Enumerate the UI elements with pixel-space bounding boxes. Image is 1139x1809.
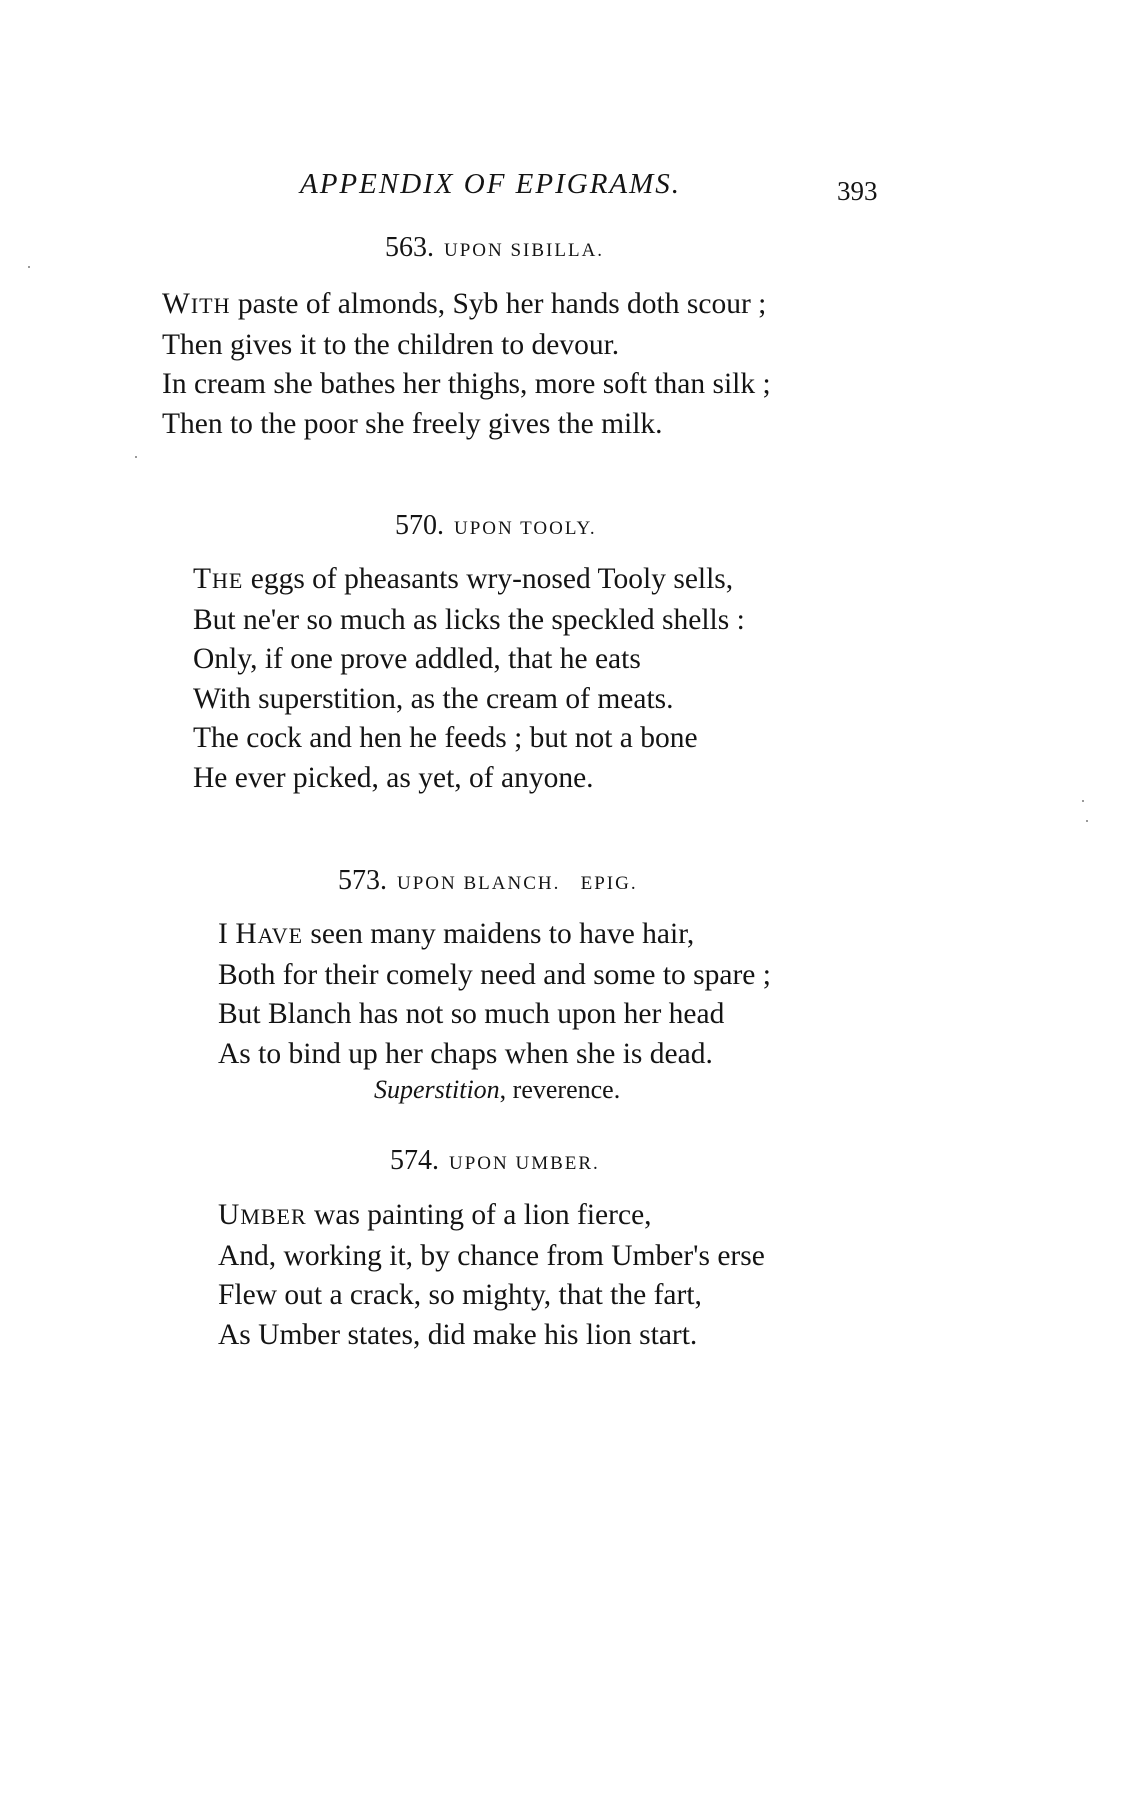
line-text: eggs of pheasants wry-nosed Tooly sells, <box>243 563 734 595</box>
poem-line <box>193 640 745 680</box>
poem-title: UPON SIBILLA. <box>444 240 605 261</box>
footnote-definition: , reverence. <box>499 1075 621 1104</box>
line-text: But ne'er so much as licks the speckled shells : <box>193 603 745 636</box>
small-caps-lead: THE <box>193 563 244 595</box>
poem-line <box>218 915 771 956</box>
poem-line <box>193 560 745 601</box>
poem-body-574 <box>218 1196 765 1355</box>
poem-line <box>162 285 771 326</box>
poem-line <box>193 719 745 759</box>
poem-title: UPON TOOLY. <box>454 518 597 539</box>
running-title: APPENDIX OF EPIGRAMS. <box>300 168 682 200</box>
poem-line <box>193 759 745 799</box>
line-text: As to bind up her chaps when she is dead. <box>218 1037 713 1070</box>
page-number: 393 <box>837 176 878 206</box>
scan-speck <box>135 456 137 458</box>
poem-line <box>218 1035 771 1075</box>
poem-line <box>162 326 771 366</box>
poem-line <box>218 956 771 996</box>
footnote-term: Superstition <box>374 1075 500 1104</box>
scan-speck <box>28 266 30 268</box>
scan-speck <box>1086 820 1088 822</box>
line-text: He ever picked, as yet, of anyone. <box>193 761 594 794</box>
poem-title: UPON BLANCH. EPIG. <box>397 873 638 894</box>
poem-body-570 <box>193 560 745 798</box>
poem-line <box>218 1276 765 1316</box>
poem-line <box>162 405 771 445</box>
small-caps-lead: UMBER <box>218 1199 307 1231</box>
small-caps-lead: I HAVE <box>218 918 304 950</box>
poem-line <box>193 680 745 720</box>
line-text: As Umber states, did make his lion start. <box>218 1318 698 1351</box>
poem-number: 570. <box>395 510 444 541</box>
poem-heading-574 <box>390 1145 600 1177</box>
line-text: seen many maidens to have hair, <box>303 918 695 950</box>
poem-line <box>218 995 771 1035</box>
line-text: Then gives it to the children to devour. <box>162 328 620 361</box>
poem-line <box>193 601 745 641</box>
poem-title: UPON UMBER. <box>449 1153 600 1174</box>
poem-number: 573. <box>338 865 387 896</box>
small-caps-lead: WITH <box>162 288 231 320</box>
poem-heading-563 <box>385 232 604 264</box>
line-text: was painting of a lion fierce, <box>306 1199 652 1231</box>
line-text: Flew out a crack, so mighty, that the fart, <box>218 1279 702 1311</box>
poem-line <box>162 365 771 405</box>
poem-line <box>218 1316 765 1356</box>
poem-line <box>218 1196 765 1237</box>
poem-heading-573 <box>338 865 638 897</box>
poem-body-573 <box>218 915 771 1074</box>
poem-heading-570 <box>395 510 597 542</box>
line-text: With superstition, as the cream of meats. <box>193 682 674 715</box>
line-text: Only, if one prove addled, that he eats <box>193 643 641 675</box>
poem-line <box>218 1237 765 1277</box>
line-text: Both for their comely need and some to spare ; <box>218 958 771 991</box>
poem-body-563 <box>162 285 771 444</box>
line-text: paste of almonds, Syb her hands doth scour ; <box>230 288 767 320</box>
line-text: Then to the poor she freely gives the milk. <box>162 407 663 440</box>
line-text: In cream she bathes her thighs, more soft than silk ; <box>162 368 771 400</box>
poem-number: 563. <box>385 232 434 263</box>
line-text: But Blanch has not so much upon her head <box>218 998 725 1030</box>
poem-number: 574. <box>390 1145 439 1176</box>
scan-speck <box>1082 800 1084 802</box>
line-text: And, working it, by chance from Umber's erse <box>218 1239 765 1272</box>
line-text: The cock and hen he feeds ; but not a bone <box>193 722 698 754</box>
footnote <box>374 1075 620 1105</box>
